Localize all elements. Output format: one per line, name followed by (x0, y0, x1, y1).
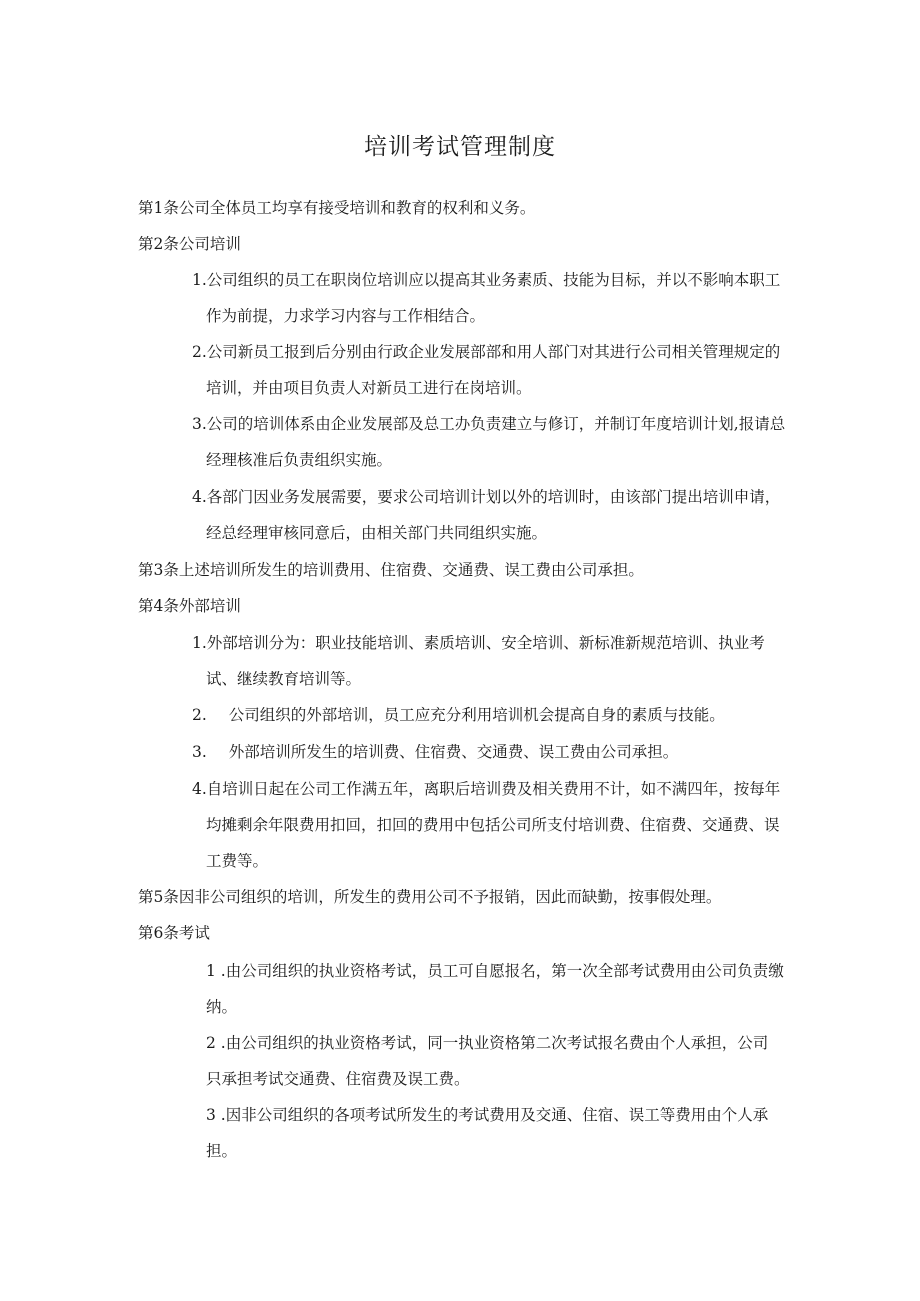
article-4-item-4-line-1: 4.自培训日起在公司工作满五年，离职后培训费及相关费用不计，如不满四年，按每年 (192, 780, 781, 798)
article-6-heading: 第6条考试 (138, 924, 210, 942)
article-4-item-4-line-3: 工费等。 (206, 852, 269, 870)
article-4-item-3-text: 外部培训所发生的培训费、住宿费、交通费、误工费由公司承担。 (228, 743, 679, 761)
article-4-item-2-text: 公司组织的外部培训，员工应充分利用培训机会提高自身的素质与技能。 (228, 706, 725, 724)
article-6-item-3-line-1: 3 .因非公司组织的各项考试所发生的考试费用及交通、住宿、误工等费用由个人承 (206, 1106, 769, 1124)
article-6-item-3-line-2: 担。 (206, 1142, 238, 1160)
article-4-heading: 第4条外部培训 (138, 597, 241, 615)
article-1: 第1条公司全体员工均享有接受培训和教育的权利和义务。 (138, 199, 536, 217)
article-2-item-1-line-1: 1.公司组织的员工在职岗位培训应以提高其业务素质、技能为目标，并以不影响本职工 (192, 271, 781, 289)
article-2-item-3-line-2: 经理核准后负责组织实施。 (206, 451, 393, 469)
article-3: 第3条上述培训所发生的培训费用、住宿费、交通费、误工费由公司承担。 (138, 561, 644, 579)
article-5: 第5条因非公司组织的培训，所发生的费用公司不予报销，因此而缺勤，按事假处理。 (138, 888, 722, 906)
article-6-item-1-line-1: 1 .由公司组织的执业资格考试，员工可自愿报名，第一次全部考试费用由公司负责缴 (206, 962, 784, 980)
article-4-item-2-number: 2. (192, 706, 207, 724)
article-4-item-3 (192, 742, 678, 762)
article-2-item-3-line-1: 3.公司的培训体系由企业发展部及总工办负责建立与修订，并制订年度培训计划,报请总 (192, 415, 786, 433)
article-6-item-2-line-1: 2 .由公司组织的执业资格考试，同一执业资格第二次考试报名费由个人承担，公司 (206, 1034, 769, 1052)
article-2-item-4-line-2: 经总经理审核同意后，由相关部门共同组织实施。 (206, 524, 548, 542)
article-2-heading: 第2条公司培训 (138, 235, 241, 253)
article-4-item-1-line-2: 试、继续教育培训等。 (206, 670, 362, 688)
article-2-item-4-line-1: 4.各部门因业务发展需要，要求公司培训计划以外的培训时，由该部门提出培训申请， (192, 488, 781, 506)
article-2-item-1-line-2: 作为前提，力求学习内容与工作相结合。 (206, 307, 486, 325)
article-4-item-3-number: 3. (192, 743, 207, 761)
article-4-item-1-line-1: 1.外部培训分为：职业技能培训、素质培训、安全培训、新标准新规范培训、执业考 (192, 634, 765, 652)
document-title: 培训考试管理制度 (364, 134, 556, 160)
article-6-item-1-line-2: 纳。 (206, 998, 238, 1016)
article-6-item-2-line-2: 只承担考试交通费、住宿费及误工费。 (206, 1070, 470, 1088)
article-4-item-2 (192, 705, 725, 725)
article-4-item-4-line-2: 均摊剩余年限费用扣回，扣回的费用中包括公司所支付培训费、住宿费、交通费、误 (206, 816, 780, 834)
article-2-item-2-line-2: 培训，并由项目负责人对新员工进行在岗培训。 (206, 379, 532, 397)
article-2-item-2-line-1: 2.公司新员工报到后分别由行政企业发展部部和用人部门对其进行公司相关管理规定的 (192, 343, 781, 361)
